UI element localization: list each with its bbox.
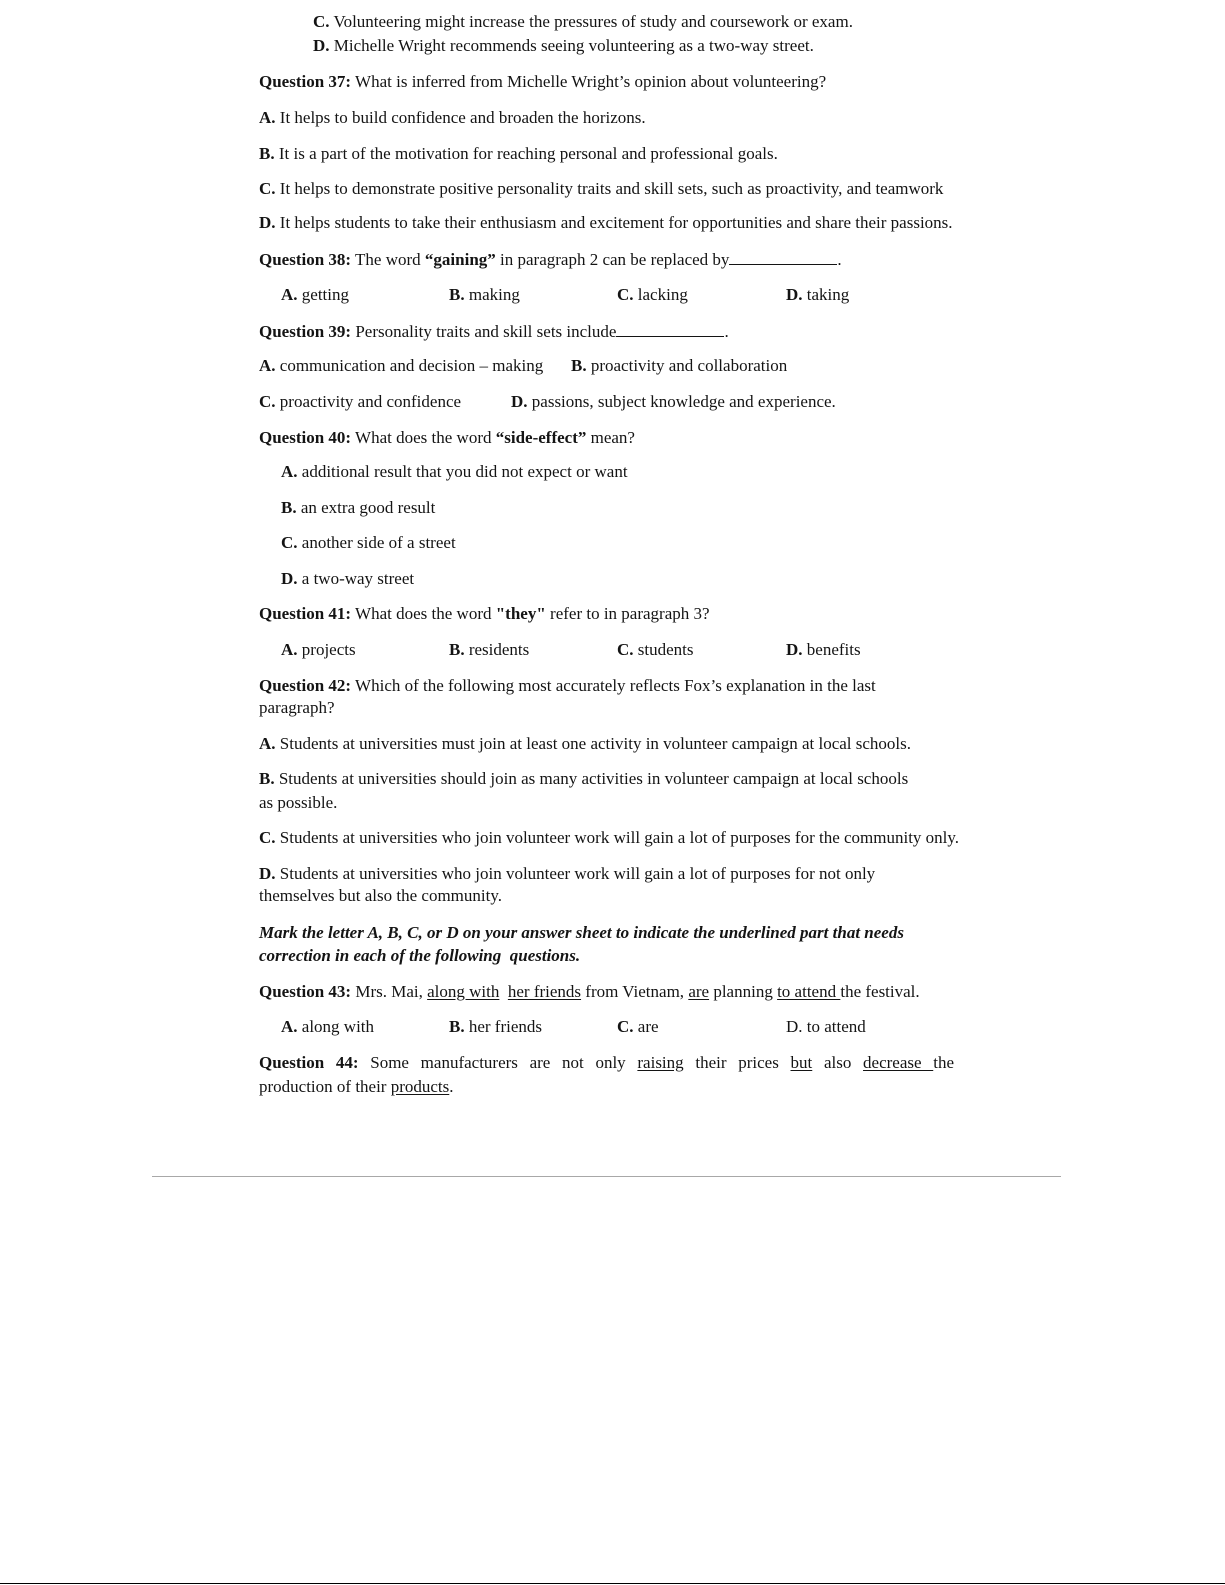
option-d: D. to attend bbox=[786, 1017, 866, 1036]
option-c: C. Students at universities who join volunteer work will gain a lot of purposes for the community only. bbox=[259, 828, 960, 847]
underlined-part-a: raising bbox=[637, 1053, 684, 1072]
option-c: C. It helps to demonstrate positive personality traits and skill sets, such as proactivity, and teamwork bbox=[259, 179, 944, 198]
option-b: B. It is a part of the motivation for reaching personal and professional goals. bbox=[259, 144, 778, 163]
option-a: A. additional result that you did not expect or want bbox=[281, 462, 628, 481]
question-42: Question 42: Which of the following most accurately reflects Fox’s explanation in the last bbox=[259, 676, 876, 695]
option-b: B. Students at universities should join as many activities in volunteer campaign at local schools bbox=[259, 769, 909, 788]
option-c: C. are bbox=[617, 1017, 659, 1036]
option-d: D. Students at universities who join volunteer work will gain a lot of purposes for not only bbox=[259, 864, 876, 883]
question-38: Question 38: The word “gaining” in paragraph 2 can be replaced by . bbox=[259, 250, 842, 269]
section-instruction-continued: correction in each of the following questions. bbox=[259, 946, 581, 965]
question-43: Question 43: Mrs. Mai, along with her friends from Vietnam, are planning to attend the festival. bbox=[259, 982, 920, 1001]
option-b: B. proactivity and collaboration bbox=[571, 356, 788, 375]
option-b: B. making bbox=[449, 285, 520, 304]
option-a: A. along with bbox=[281, 1017, 375, 1036]
underlined-part-d: products bbox=[390, 1077, 450, 1096]
option-d: D. It helps students to take their enthusiasm and excitement for opportunities and share their passions. bbox=[259, 213, 953, 232]
question-44: Question 44: Some manufacturers are not only raising their prices but also decrease the bbox=[259, 1053, 955, 1072]
option-c: C. Volunteering might increase the pressures of study and coursework or exam. bbox=[313, 12, 853, 31]
option-d: D. a two-way street bbox=[281, 569, 415, 588]
question-44-continued: production of their products. bbox=[259, 1077, 454, 1096]
option-c: C. lacking bbox=[617, 285, 688, 304]
option-b: B. residents bbox=[449, 640, 530, 659]
section-instruction: Mark the letter A, B, C, or D on your answer sheet to indicate the underlined part that needs bbox=[259, 923, 904, 942]
answer-blank bbox=[729, 248, 837, 265]
answer-blank bbox=[616, 320, 724, 337]
option-b: B. an extra good result bbox=[281, 498, 436, 517]
option-d: D. Michelle Wright recommends seeing volunteering as a two-way street. bbox=[313, 36, 814, 55]
option-a: A. It helps to build confidence and broaden the horizons. bbox=[259, 108, 646, 127]
option-c: C. students bbox=[617, 640, 694, 659]
underlined-part-b: her friends bbox=[507, 982, 582, 1001]
option-c: C. another side of a street bbox=[281, 533, 456, 552]
question-41: Question 41: What does the word "they" refer to in paragraph 3? bbox=[259, 604, 710, 623]
underlined-part-b: but bbox=[790, 1053, 813, 1072]
question-37: Question 37: What is inferred from Michelle Wright’s opinion about volunteering? bbox=[259, 72, 827, 91]
underlined-part-a: along with bbox=[427, 982, 500, 1001]
page-footer-divider bbox=[152, 1176, 1061, 1177]
question-42-continued: paragraph? bbox=[259, 698, 335, 717]
option-a: A. getting bbox=[281, 285, 349, 304]
underlined-part-d: to attend bbox=[777, 982, 841, 1001]
option-c: C. proactivity and confidence bbox=[259, 392, 462, 411]
question-40: Question 40: What does the word “side-effect” mean? bbox=[259, 428, 635, 447]
option-a: A. projects bbox=[281, 640, 356, 659]
option-d-continued: themselves but also the community. bbox=[259, 886, 502, 905]
option-d: D. passions, subject knowledge and experience. bbox=[511, 392, 836, 411]
option-a: A. Students at universities must join at least one activity in volunteer campaign at local schools. bbox=[259, 734, 912, 753]
underlined-part-c: decrease bbox=[863, 1053, 934, 1072]
option-a: A. communication and decision – making bbox=[259, 356, 544, 375]
underlined-part-c: are bbox=[688, 982, 710, 1001]
option-b: B. her friends bbox=[449, 1017, 543, 1036]
option-b-continued: as possible. bbox=[259, 793, 338, 812]
option-d: D. benefits bbox=[786, 640, 861, 659]
option-d: D. taking bbox=[786, 285, 850, 304]
question-39: Question 39: Personality traits and skill sets include . bbox=[259, 322, 729, 341]
page-bottom-edge bbox=[0, 1583, 1225, 1584]
